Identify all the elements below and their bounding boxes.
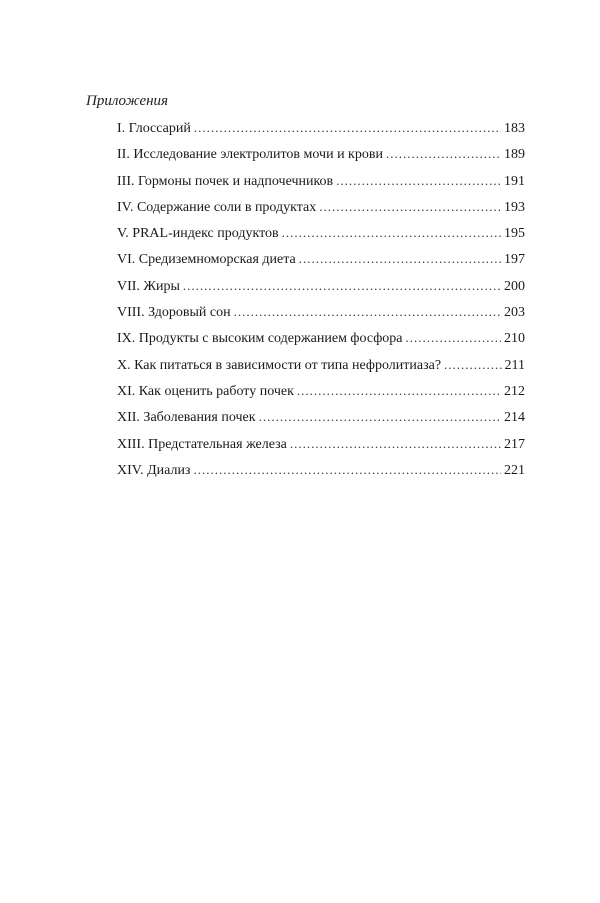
toc-entry-page: 200 (504, 278, 525, 294)
toc-entry-page: 212 (504, 383, 525, 399)
dot-leader (444, 355, 501, 375)
toc-entry-page: 183 (504, 121, 525, 136)
toc-entry-page: 203 (504, 305, 525, 321)
dot-leader (259, 407, 501, 427)
toc-entry-12 (117, 407, 525, 433)
table-of-contents (117, 118, 525, 486)
toc-entry-10 (117, 355, 525, 381)
dot-leader (234, 302, 501, 322)
toc-entry-page: 197 (504, 252, 525, 268)
toc-entry-9 (117, 328, 525, 354)
toc-entry-8 (117, 302, 525, 328)
toc-entry-2 (117, 144, 525, 170)
toc-entry-page: 217 (504, 436, 525, 452)
toc-entry-label: V. PRAL-индекс продуктов (117, 226, 279, 242)
toc-entry-label: IX. Продукты с высоким содержанием фосфора (117, 331, 403, 347)
toc-entry-label: VI. Средиземноморская диета (117, 252, 296, 268)
toc-entry-7 (117, 276, 525, 302)
toc-entry-label: II. Исследование электролитов мочи и крови (117, 147, 383, 163)
toc-entry-label: IV. Содержание соли в продуктах (117, 199, 317, 215)
toc-entry-page: 191 (504, 173, 525, 189)
toc-entry-page: 195 (504, 226, 525, 242)
toc-entry-1 (117, 118, 525, 144)
toc-entry-11 (117, 381, 525, 407)
toc-entry-page: 214 (504, 410, 525, 426)
dot-leader (183, 276, 501, 296)
toc-entry-page: 211 (504, 357, 525, 373)
toc-entry-page: 210 (504, 331, 525, 347)
toc-entry-14 (117, 460, 525, 486)
dot-leader (336, 171, 501, 191)
dot-leader (297, 381, 501, 401)
dot-leader (194, 118, 501, 138)
toc-entry-label: XIII. Предстательная железа (117, 436, 287, 452)
toc-entry-page: 189 (504, 147, 525, 163)
toc-entry-3 (117, 171, 525, 197)
toc-entry-label: VII. Жиры (117, 278, 180, 294)
toc-entry-label: I. Глоссарий (117, 121, 191, 136)
toc-entry-13 (117, 434, 525, 460)
dot-leader (319, 197, 501, 217)
dot-leader (193, 460, 501, 480)
toc-entry-label: XII. Заболевания почек (117, 410, 256, 426)
toc-entry-page: 221 (504, 462, 525, 478)
toc-entry-4 (117, 197, 525, 223)
toc-entry-6 (117, 249, 525, 275)
toc-entry-label: X. Как питаться в зависимости от типа нефролитиаза? (117, 357, 442, 373)
toc-entry-page: 193 (504, 199, 525, 215)
dot-leader (299, 249, 501, 269)
toc-entry-label: XI. Как оценить работу почек (117, 383, 294, 399)
section-title: Приложения (86, 93, 169, 109)
toc-entry-label: XIV. Диализ (117, 462, 191, 478)
dot-leader (290, 434, 501, 454)
toc-entry-label: VIII. Здоровый сон (117, 305, 231, 321)
dot-leader (282, 223, 501, 243)
dot-leader (406, 328, 501, 348)
toc-entry-label: III. Гормоны почек и надпочечников (117, 173, 334, 189)
dot-leader (386, 144, 501, 164)
toc-entry-5 (117, 223, 525, 249)
